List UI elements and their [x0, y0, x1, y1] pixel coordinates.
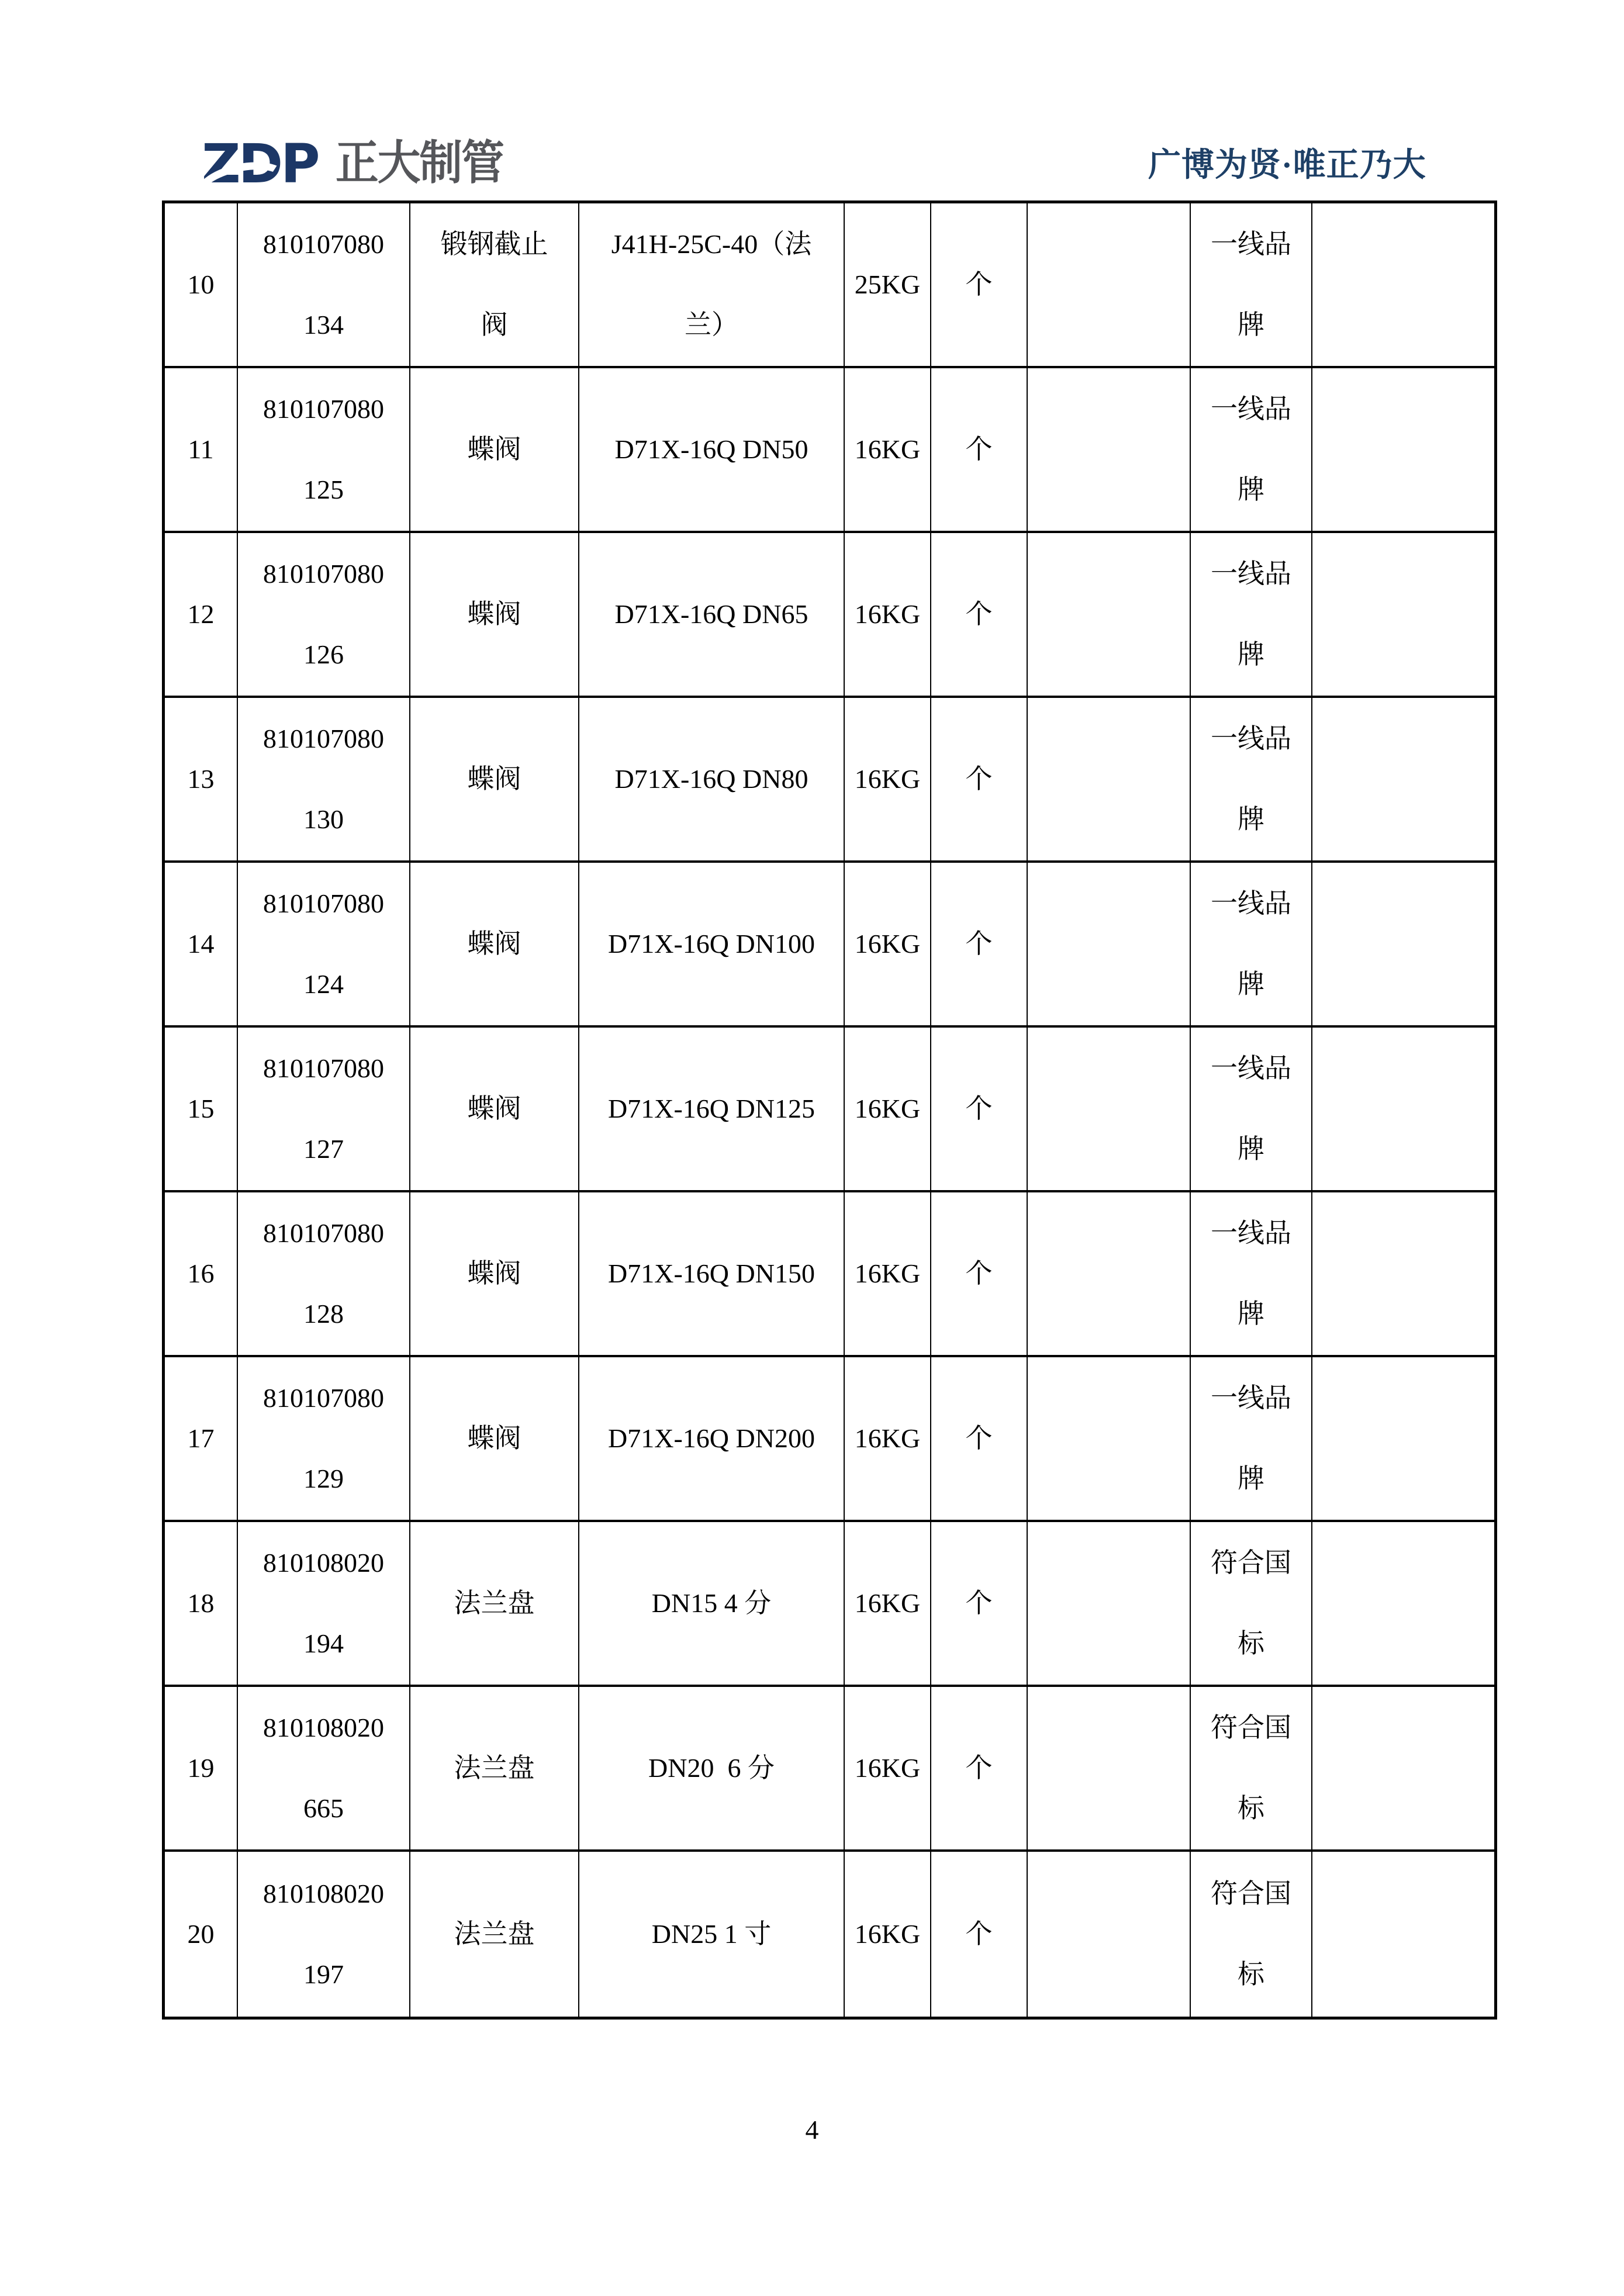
cell-row-number	[165, 1028, 238, 1192]
cell-remark-text: 符合国	[1211, 1713, 1291, 1743]
cell-specification-text: J41H-25C-40（法	[611, 229, 812, 260]
cell-material-code-text: 128	[303, 1299, 344, 1329]
cell-empty-2	[1312, 203, 1494, 368]
cell-specification	[579, 1852, 845, 2017]
cell-remark-text: 一线品	[1211, 229, 1291, 260]
cell-unit	[931, 1357, 1028, 1522]
cell-remark-text: 一线品	[1211, 888, 1291, 919]
cell-row-number-text: 20	[187, 1919, 215, 1949]
cell-specification	[579, 368, 845, 533]
cell-material-code-text: 810107080	[263, 1383, 384, 1413]
cell-unit	[931, 1852, 1028, 2017]
cell-remark-text: 牌	[1238, 804, 1264, 834]
cell-row-number	[165, 1852, 238, 2017]
cell-pressure-rating-text: 16KG	[854, 1258, 921, 1289]
cell-pressure-rating	[845, 203, 931, 368]
cell-material-code-text: 810107080	[263, 559, 384, 589]
cell-unit-text: 个	[965, 599, 993, 630]
cell-material-code-text: 126	[303, 639, 344, 669]
cell-row-number	[165, 368, 238, 533]
cell-remark	[1191, 1192, 1312, 1357]
cell-remark-text: 牌	[1238, 310, 1264, 340]
cell-product-name	[410, 1192, 579, 1357]
cell-remark-text: 符合国	[1211, 1879, 1291, 1909]
cell-specification	[579, 1192, 845, 1357]
cell-row-number-text: 11	[188, 434, 214, 465]
cell-product-name-text: 蝶阀	[467, 1423, 521, 1454]
cell-material-code-text: 130	[303, 804, 344, 834]
cell-product-name-text: 法兰盘	[454, 1753, 535, 1783]
cell-pressure-rating-text: 16KG	[854, 1588, 921, 1619]
cell-material-code	[238, 1687, 410, 1852]
cell-remark-text: 牌	[1238, 969, 1264, 999]
cell-row-number	[165, 1687, 238, 1852]
cell-specification-text: D71X-16Q DN200	[608, 1423, 815, 1454]
cell-material-code	[238, 203, 410, 368]
cell-material-code	[238, 698, 410, 863]
cell-pressure-rating	[845, 368, 931, 533]
cell-pressure-rating	[845, 1028, 931, 1192]
cell-material-code	[238, 1028, 410, 1192]
cell-remark	[1191, 533, 1312, 698]
cell-row-number	[165, 1192, 238, 1357]
cell-specification	[579, 533, 845, 698]
cell-specification	[579, 1357, 845, 1522]
cell-unit	[931, 1522, 1028, 1687]
cell-pressure-rating	[845, 1357, 931, 1522]
cell-specification	[579, 203, 845, 368]
cell-row-number-text: 14	[187, 929, 215, 959]
cell-remark-text: 一线品	[1211, 1218, 1291, 1249]
cell-remark-text: 一线品	[1211, 394, 1291, 424]
cell-product-name-text: 法兰盘	[454, 1919, 535, 1949]
cell-material-code-text: 134	[303, 310, 344, 340]
cell-remark-text: 牌	[1238, 1299, 1264, 1329]
cell-specification	[579, 698, 845, 863]
cell-specification-text: 兰）	[685, 310, 738, 340]
cell-unit-text: 个	[965, 269, 993, 300]
cell-remark-text: 标	[1238, 1793, 1264, 1823]
cell-row-number	[165, 698, 238, 863]
cell-row-number	[165, 863, 238, 1028]
cell-remark	[1191, 1852, 1312, 2017]
cell-specification	[579, 1687, 845, 1852]
cell-empty-2	[1312, 1357, 1494, 1522]
cell-unit	[931, 368, 1028, 533]
cell-empty-1	[1028, 368, 1191, 533]
cell-empty-2	[1312, 863, 1494, 1028]
cell-pressure-rating	[845, 1852, 931, 2017]
cell-specification-text: D71X-16Q DN50	[614, 434, 808, 465]
cell-unit-text: 个	[965, 1919, 993, 1949]
cell-empty-1	[1028, 1028, 1191, 1192]
cell-remark-text: 标	[1238, 1628, 1264, 1658]
cell-empty-2	[1312, 1192, 1494, 1357]
cell-empty-1	[1028, 1687, 1191, 1852]
cell-specification-text: D71X-16Q DN150	[608, 1258, 815, 1289]
cell-pressure-rating-text: 25KG	[854, 269, 921, 300]
cell-row-number	[165, 203, 238, 368]
cell-pressure-rating-text: 16KG	[854, 1919, 921, 1949]
cell-pressure-rating-text: 16KG	[854, 1753, 921, 1783]
cell-remark-text: 牌	[1238, 639, 1264, 669]
cell-unit	[931, 203, 1028, 368]
cell-remark	[1191, 1028, 1312, 1192]
cell-material-code-text: 810107080	[263, 1053, 384, 1084]
cell-specification	[579, 863, 845, 1028]
cell-product-name-text: 锻钢截止	[440, 229, 548, 260]
cell-product-name	[410, 368, 579, 533]
cell-row-number	[165, 1522, 238, 1687]
cell-unit	[931, 1687, 1028, 1852]
cell-unit-text: 个	[965, 1094, 993, 1124]
cell-material-code-text: 810107080	[263, 229, 384, 260]
cell-remark-text: 符合国	[1211, 1548, 1291, 1578]
cell-empty-1	[1028, 1852, 1191, 2017]
cell-product-name-text: 蝶阀	[467, 929, 521, 959]
company-logo-mark: ZDP	[202, 133, 318, 196]
cell-product-name	[410, 203, 579, 368]
cell-product-name-text: 阀	[481, 310, 508, 340]
cell-material-code	[238, 1357, 410, 1522]
cell-pressure-rating	[845, 1192, 931, 1357]
cell-remark-text: 一线品	[1211, 1383, 1291, 1413]
cell-remark	[1191, 863, 1312, 1028]
cell-empty-2	[1312, 368, 1494, 533]
cell-product-name	[410, 1687, 579, 1852]
cell-specification-text: DN25 1 寸	[651, 1919, 772, 1949]
cell-remark-text: 标	[1238, 1959, 1264, 1989]
cell-product-name	[410, 1357, 579, 1522]
cell-unit	[931, 863, 1028, 1028]
cell-product-name	[410, 698, 579, 863]
cell-row-number	[165, 1357, 238, 1522]
cell-specification-text: DN20 6 分	[648, 1753, 775, 1783]
cell-remark	[1191, 203, 1312, 368]
items-table	[162, 200, 1497, 2020]
cell-material-code-text: 810108020	[263, 1713, 384, 1743]
cell-unit	[931, 533, 1028, 698]
cell-pressure-rating-text: 16KG	[854, 929, 921, 959]
cell-empty-1	[1028, 533, 1191, 698]
cell-material-code-text: 125	[303, 475, 344, 504]
cell-remark	[1191, 1522, 1312, 1687]
cell-row-number-text: 19	[187, 1753, 215, 1783]
cell-remark	[1191, 698, 1312, 863]
cell-material-code-text: 810107080	[263, 394, 384, 424]
cell-material-code	[238, 533, 410, 698]
cell-row-number-text: 12	[187, 599, 215, 630]
cell-empty-1	[1028, 1192, 1191, 1357]
company-logo	[202, 133, 518, 196]
cell-remark-text: 一线品	[1211, 724, 1291, 754]
cell-specification-text: D71X-16Q DN100	[608, 929, 815, 959]
cell-remark-text: 牌	[1238, 1464, 1264, 1493]
cell-unit-text: 个	[965, 764, 993, 794]
cell-unit-text: 个	[965, 1753, 993, 1783]
cell-product-name-text: 蝶阀	[467, 1258, 521, 1289]
cell-unit	[931, 1028, 1028, 1192]
cell-product-name	[410, 1522, 579, 1687]
cell-product-name-text: 蝶阀	[467, 599, 521, 630]
cell-specification	[579, 1522, 845, 1687]
cell-material-code	[238, 1522, 410, 1687]
cell-row-number-text: 10	[187, 269, 215, 300]
cell-product-name	[410, 533, 579, 698]
cell-material-code-text: 810107080	[263, 888, 384, 919]
cell-product-name	[410, 1028, 579, 1192]
cell-product-name	[410, 1852, 579, 2017]
cell-material-code-text: 810108020	[263, 1879, 384, 1909]
cell-pressure-rating	[845, 1687, 931, 1852]
cell-material-code-text: 124	[303, 969, 344, 999]
cell-pressure-rating-text: 16KG	[854, 1094, 921, 1124]
cell-empty-2	[1312, 1028, 1494, 1192]
cell-unit	[931, 698, 1028, 863]
cell-empty-2	[1312, 1687, 1494, 1852]
cell-remark	[1191, 1357, 1312, 1522]
cell-specification	[579, 1028, 845, 1192]
cell-empty-2	[1312, 698, 1494, 863]
cell-row-number-text: 18	[187, 1588, 215, 1619]
header-slogan: 广博为贤·唯正乃大	[1148, 147, 1426, 184]
cell-empty-1	[1028, 1357, 1191, 1522]
cell-specification-text: D71X-16Q DN65	[614, 599, 808, 630]
cell-empty-1	[1028, 1522, 1191, 1687]
cell-material-code	[238, 1192, 410, 1357]
cell-empty-1	[1028, 698, 1191, 863]
cell-specification-text: D71X-16Q DN80	[614, 764, 808, 794]
cell-remark-text: 牌	[1238, 475, 1264, 504]
cell-specification-text: DN15 4 分	[651, 1588, 772, 1619]
cell-product-name-text: 法兰盘	[454, 1588, 535, 1619]
cell-pressure-rating-text: 16KG	[854, 434, 921, 465]
cell-row-number-text: 15	[187, 1094, 215, 1124]
cell-material-code-text: 810107080	[263, 1218, 384, 1249]
cell-material-code-text: 810107080	[263, 724, 384, 754]
cell-pressure-rating-text: 16KG	[854, 599, 921, 630]
cell-pressure-rating-text: 16KG	[854, 764, 921, 794]
cell-pressure-rating	[845, 863, 931, 1028]
company-logo-name: 正大制管	[335, 135, 503, 190]
cell-pressure-rating	[845, 1522, 931, 1687]
cell-material-code	[238, 368, 410, 533]
page-number: 4	[805, 2115, 819, 2145]
cell-row-number	[165, 533, 238, 698]
cell-material-code-text: 129	[303, 1464, 344, 1493]
cell-product-name-text: 蝶阀	[467, 1094, 521, 1124]
cell-material-code-text: 665	[303, 1793, 344, 1823]
cell-material-code-text: 194	[303, 1628, 344, 1658]
cell-empty-2	[1312, 533, 1494, 698]
cell-remark	[1191, 368, 1312, 533]
cell-unit-text: 个	[965, 1423, 993, 1454]
cell-unit-text: 个	[965, 929, 993, 959]
cell-material-code-text: 810108020	[263, 1548, 384, 1578]
cell-row-number-text: 13	[187, 764, 215, 794]
cell-remark-text: 一线品	[1211, 1053, 1291, 1084]
cell-pressure-rating-text: 16KG	[854, 1423, 921, 1454]
cell-specification-text: D71X-16Q DN125	[608, 1094, 815, 1124]
cell-unit-text: 个	[965, 434, 993, 465]
cell-unit	[931, 1192, 1028, 1357]
cell-remark-text: 牌	[1238, 1134, 1264, 1164]
cell-unit-text: 个	[965, 1588, 993, 1619]
cell-empty-1	[1028, 863, 1191, 1028]
cell-material-code	[238, 1852, 410, 2017]
cell-material-code	[238, 863, 410, 1028]
cell-row-number-text: 16	[187, 1258, 215, 1289]
cell-pressure-rating	[845, 698, 931, 863]
cell-pressure-rating	[845, 533, 931, 698]
cell-remark-text: 一线品	[1211, 559, 1291, 589]
cell-product-name-text: 蝶阀	[467, 434, 521, 465]
cell-unit-text: 个	[965, 1258, 993, 1289]
cell-empty-1	[1028, 203, 1191, 368]
cell-product-name	[410, 863, 579, 1028]
cell-empty-2	[1312, 1852, 1494, 2017]
cell-empty-2	[1312, 1522, 1494, 1687]
cell-material-code-text: 197	[303, 1959, 344, 1989]
cell-remark	[1191, 1687, 1312, 1852]
cell-product-name-text: 蝶阀	[467, 764, 521, 794]
cell-row-number-text: 17	[187, 1423, 215, 1454]
cell-material-code-text: 127	[303, 1134, 344, 1164]
